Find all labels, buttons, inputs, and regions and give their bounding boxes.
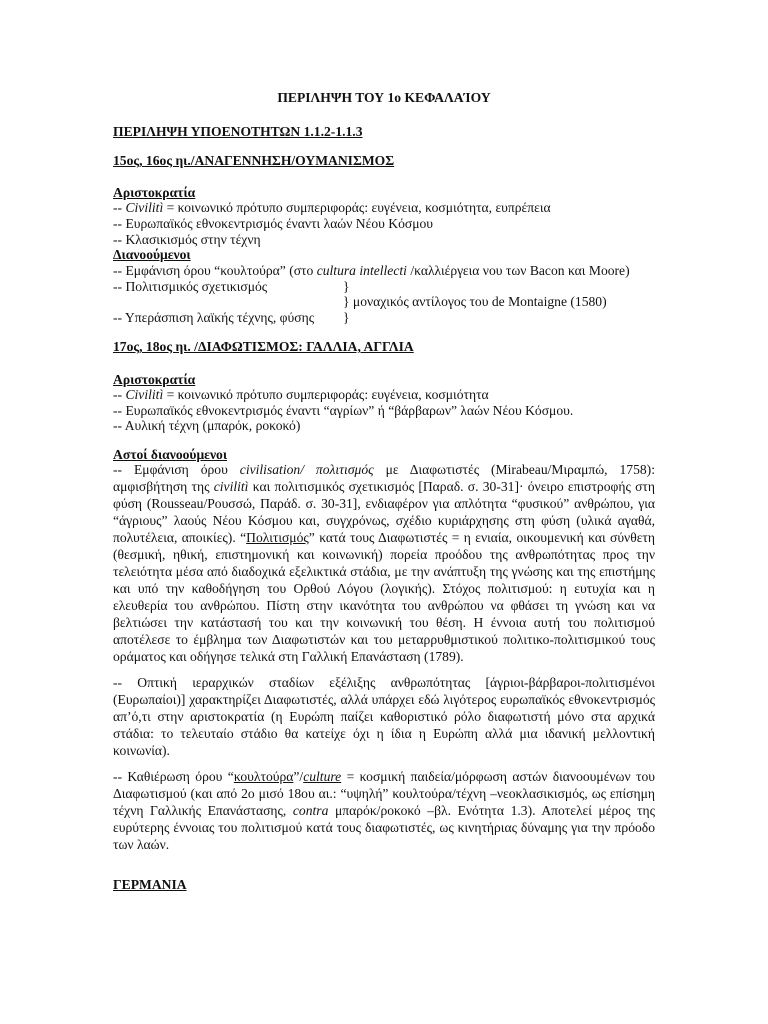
para-term: culture xyxy=(303,769,342,784)
section1-aristocracy-item xyxy=(113,199,551,216)
para-text: με Διαφωτιστές (Mirabeau/Μιραμπώ, 1758): αμφισβήτηση της xyxy=(113,462,655,494)
section2-aristocracy-item: -- Αυλική τέχνη (μπαρόκ, ροκοκό) xyxy=(113,418,301,433)
hierarchy-paragraph: -- Οπτική ιεραρχικών σταδίων εξέλιξης ανθρωπότητας [άγριοι-βάρβαροι-πολιτισμένοι (Ευρωπαίοι)] χαρακτηρίζει Διαφωτιστές, αλλά υπάρχει εδώ λιγότερος ευρωπαϊκός εθνοκεντρισμός απ’ό,τι στην αριστοκρατία (η Ευρώπη παίζει καθοριστικό ρόλο διαφωτιστή μόνο στα αρχικά στάδια: το τελευταίο στάδιο θα κατείχε όχι η ίδια η Ευρώπη αλλά μια ιδανική μελλοντική κοινωνία). xyxy=(113,675,655,758)
para-term-underlined: Πολιτισμός xyxy=(246,530,309,545)
para-term-underlined: κουλτούρα xyxy=(233,769,294,784)
enlightenment-paragraph xyxy=(113,461,655,665)
section1-aristocracy-item: -- Ευρωπαϊκός εθνοκεντρισμός έναντι λαών Νέου Κόσμου xyxy=(113,216,434,231)
para-term: civilitì xyxy=(213,479,249,494)
para-text: μπαρόκ/ροκοκό –βλ. Ενότητα 1.3). Αποτελεί μέρος της ευρύτερης έννοιας του πολιτισμού κατά τους διαφωτιστές, ως κινητήριας δύναμης για την πρόοδο των λαών. xyxy=(113,803,655,852)
section1-intellectuals-item: -- Υπεράσπιση λαϊκής τέχνης, φύσης xyxy=(113,310,315,325)
item-prefix: -- xyxy=(113,387,126,402)
para-text: και πολιτισμικός σχετικισμός [Παραδ. σ. 30-31]· όνειρο επιστροφής στη φύση (Rousseau/Ρουσσώ, Παράδ. σ. 30-31], ενδιαφέρον για απλότητα “φυσικού” ανθρώπου, για “άγριους” λαούς Νέου Κόσμου και, συγχρόνως, σχέδιο κυριάρχησης στη φύση (υλικά αγαθά, πολυτέλεια, αποικίες). “ xyxy=(113,479,655,545)
item-text: = κοινωνικό πρότυπο συμπεριφοράς: ευγένεια, κοσμιότητα xyxy=(163,387,489,402)
subtitle-heading: ΠΕΡΙΛΗΨΗ ΥΠΟΕΝΟΤΗΤΩΝ 1.1.2-1.1.3 xyxy=(113,124,363,139)
para-text: -- Εμφάνιση όρου xyxy=(113,462,240,477)
para-text: -- Καθιέρωση όρου “ xyxy=(113,769,234,784)
brace-line: } xyxy=(343,279,350,294)
section2-aristocracy-item: -- Ευρωπαϊκός εθνοκεντρισμός έναντι “αγρίων” ή “βάρβαρων” λαών Νέου Κόσμου. xyxy=(113,403,574,418)
section1-aristocracy-item: -- Κλασικισμός στην τέχνη xyxy=(113,232,261,247)
section1-heading: 15ος, 16ος ηι./ΑΝΑΓΕΝΝΗΣΗ/ΟΥΜΑΝΙΣΜΟΣ xyxy=(113,153,395,168)
item-prefix: -- xyxy=(113,200,126,215)
item-text: /καλλιέργεια νου των Bacon και Moore) xyxy=(406,263,630,278)
section1-intellectuals-item: -- Πολιτισμικός σχετικισμός xyxy=(113,279,268,294)
para-text: ”/ xyxy=(293,769,304,784)
para-text: = κοσμική παιδεία/μόρφωση αστών διανοουμένων του Διαφωτισμού (και από 2ο μισό 18ου αι.: “υψηλή” κουλτούρα/τέχνη –νεοκλασικισμός, ως επίσημη τέχνη Γαλλικής Επανάστασης, xyxy=(113,769,656,818)
section2-heading: 17ος, 18ος ηι. /ΔΙΑΦΩΤΙΣΜΟΣ: ΓΑΛΛΙΑ, ΑΓΓΛΙΑ xyxy=(113,339,414,354)
item-term: Civilitì xyxy=(125,387,164,402)
section1-intellectuals-heading: Διανοούμενοι xyxy=(113,247,191,262)
culture-paragraph xyxy=(113,768,655,853)
para-term: contra xyxy=(292,803,329,818)
document-title: ΠΕΡΙΛΗΨΗ ΤΟΥ 1ο ΚΕΦΑΛΑΊΟΥ xyxy=(277,90,491,105)
section1-intellectuals-item xyxy=(113,262,630,279)
brace-line: } xyxy=(343,310,350,325)
item-text: = κοινωνικό πρότυπο συμπεριφοράς: ευγένεια, κοσμιότητα, ευπρέπεια xyxy=(163,200,551,215)
brace-line: } μοναχικός αντίλογος του de Montaigne (1580) xyxy=(343,294,607,309)
section2-aristocracy-heading: Αριστοκρατία xyxy=(113,372,196,387)
para-text: ” κατά τους Διαφωτιστές = η ενιαία, οικουμενική και σύνθετη (θεσμική, ηθική, επιστημονική και κοινωνική) πορεία προόδου της ανθρωπότητας προς την τελειότητα μέσα από διαδοχικά εξελικτικά στάδια, με την ανάπτυξη της γνώσης και της επιστήμης και υπό την καθοδήγηση του Ορθού Λόγου (λογικής). Στόχος πολιτισμού: η ευτυχία και η ελευθερία του ανθρώπου. Πίστη στην ικανότητα του ανθρώπου να φθάσει τη γνώση και να βελτιώσει την κατάστασή του και την κοινωνική του θέση. Η έννοια αυτή του πολιτισμού αποτέλεσε το έμβλημα των Διαφωτιστών και του μεταρρυθμιστικού πολιτικο-πολιτισμικού τους οράματος και οδήγησε τελικά στη Γαλλική Επανάσταση (1789). xyxy=(113,530,655,664)
item-term: Civilitì xyxy=(125,200,164,215)
item-term: cultura intellecti xyxy=(316,263,407,278)
para-term: civilisation/ πολιτισμός xyxy=(239,462,374,477)
item-text: -- Εμφάνιση όρου “κουλτούρα” (στο xyxy=(113,263,317,278)
section2-bourgeois-heading: Αστοί διανοούμενοι xyxy=(113,447,228,462)
section3-heading: ΓΕΡΜΑΝΙΑ xyxy=(113,877,187,892)
section1-aristocracy-heading: Αριστοκρατία xyxy=(113,185,196,200)
section2-aristocracy-item xyxy=(113,386,489,403)
